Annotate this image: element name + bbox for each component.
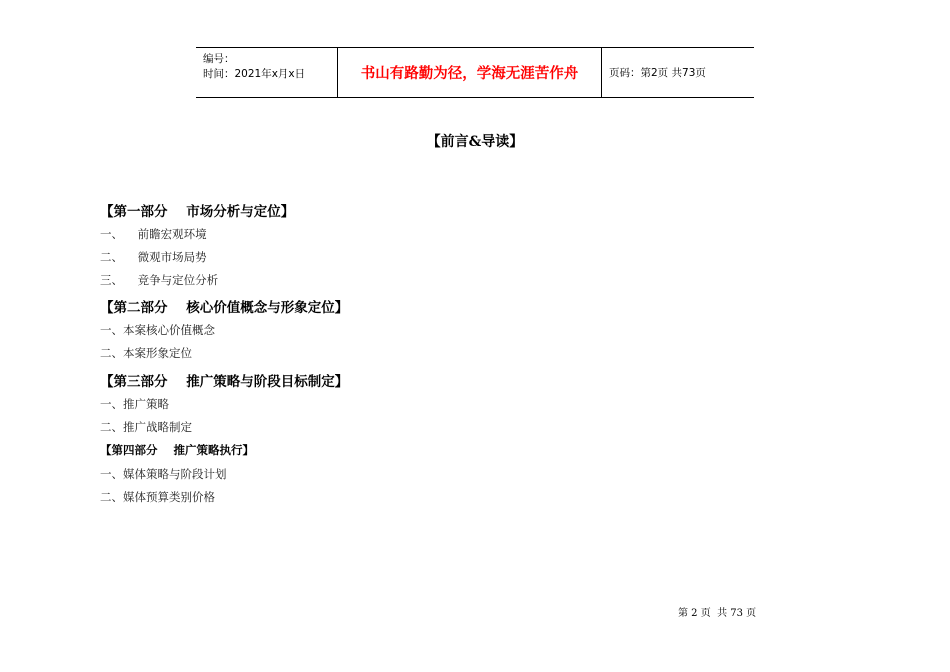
- toc-item: 二、推广战略制定: [100, 420, 192, 434]
- header-date: 时间：2021年x月x日: [203, 68, 306, 80]
- toc-item: 二、本案形象定位: [100, 346, 192, 360]
- document-title: 【前言&导读】: [426, 134, 524, 150]
- page-footer: 第 2 页 共 73 页: [678, 608, 757, 619]
- toc-part-heading: 【第三部分 推广策略与阶段目标制定】: [100, 374, 349, 390]
- toc-item: 一、本案核心价值概念: [100, 323, 215, 337]
- toc-item: 一、 前瞻宏观环境: [100, 227, 207, 241]
- page-header: [196, 47, 754, 98]
- toc-item: 一、推广策略: [100, 397, 169, 411]
- header-meta: [196, 48, 338, 97]
- header-motto: 书山有路勤为径，学海无涯苦作舟: [338, 48, 602, 97]
- toc-item: 二、 微观市场局势: [100, 250, 207, 264]
- toc-item: 三、 竞争与定位分析: [100, 273, 219, 287]
- toc-part-heading: 【第四部分 推广策略执行】: [100, 443, 255, 457]
- header-number-label: 编号：: [203, 53, 235, 65]
- header-page-info: 页码：第2页 共73页: [609, 67, 706, 79]
- toc-item: 一、媒体策略与阶段计划: [100, 467, 227, 481]
- toc-part-heading: 【第一部分 市场分析与定位】: [100, 204, 295, 220]
- toc-item: 二、媒体预算类别价格: [100, 490, 215, 504]
- toc-part-heading: 【第二部分 核心价值概念与形象定位】: [100, 300, 349, 316]
